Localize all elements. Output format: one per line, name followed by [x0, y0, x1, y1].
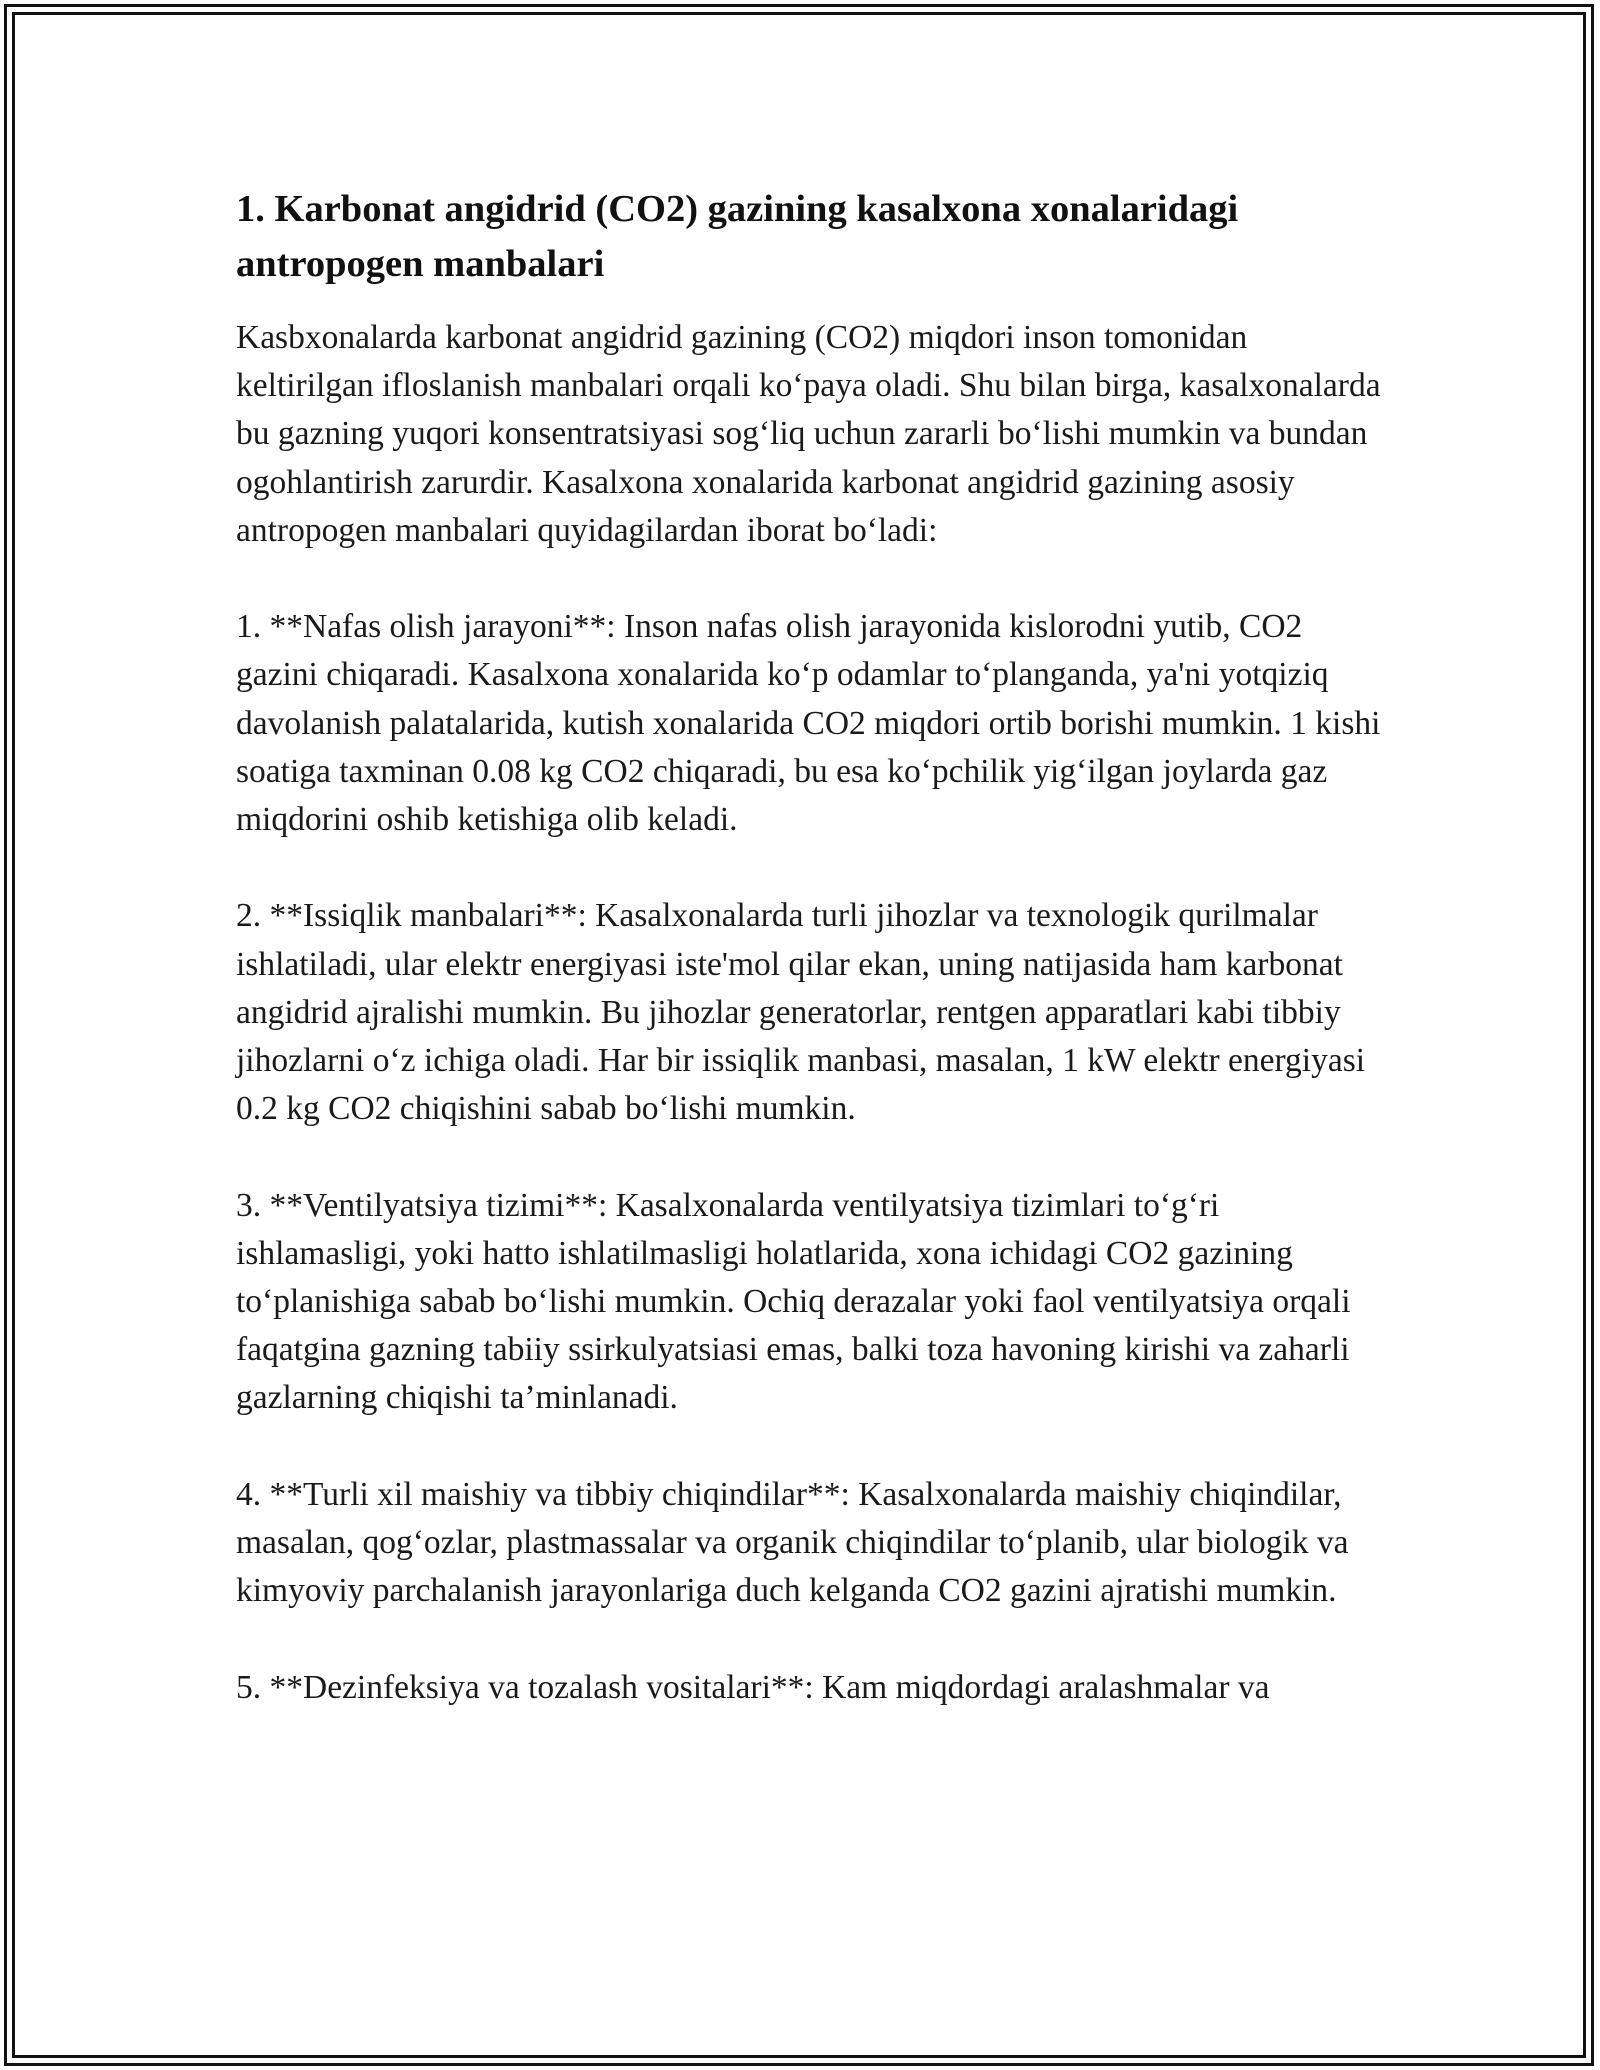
intro-paragraph: Kasbxonalarda karbonat angidrid gazining (CO2) miqdori inson tomonidan keltirilgan ifloslanish manbalari orqali ko‘paya oladi. Shu bilan birga, kasalxonalarda bu gazning yuqori konsentratsiyasi sog‘liq uchun zararli bo‘lishi mumkin va bundan ogohlantirish zarurdir. Kasalxona xonalarida karbonat angidrid gazining asosiy antropogen manbalari quyidagilardan iborat bo‘ladi:	[236, 319, 1381, 549]
list-item-heat-sources: 2. **Issiqlik manbalari**: Kasalxonalarda turli jihozlar va texnologik qurilmalar ishlatiladi, ular elektr energiyasi iste'mol qilar ekan, uning natijasida ham karbonat angidrid ajralishi mumkin. Bu jihozlar generatorlar, rentgen apparatlari kabi tibbiy jihozlarni o‘z ichiga oladi. Har bir issiqlik manbasi, masalan, 1 kW elektr energiyasi 0.2 kg CO2 chiqishini sabab bo‘lishi mumkin.	[236, 897, 1366, 1128]
list-item-ventilation: 3. **Ventilyatsiya tizimi**: Kasalxonalarda ventilyatsiya tizimlari to‘g‘ri ishlamasligi, yoki hatto ishlatilmasligi holatlarida, xona ichidagi CO2 gazining to‘planishiga sabab bo‘lishi mumkin. Ochiq derazalar yoki faol ventilyatsiya orqali faqatgina gazning tabiiy ssirkulyatsiasi emas, balki toza havoning kirishi va zaharli gazlarning chiqishi ta’minlanadi.	[236, 1186, 1351, 1417]
list-item-waste: 4. **Turli xil maishiy va tibbiy chiqindilar**: Kasalxonalarda maishiy chiqindilar, masalan, qog‘ozlar, plastmassalar va organik chiqindilar to‘planib, ular biologik va kimyoviy parchalanish jarayonlariga duch kelganda CO2 gazini ajratishi mumkin.	[236, 1475, 1349, 1610]
document-heading: 1. Karbonat angidrid (CO2) gazining kasalxona xonalaridagi antropogen manbalari	[236, 188, 1239, 285]
list-item-disinfection: 5. **Dezinfeksiya va tozalash vositalari**: Kam miqdordagi aralashmalar va	[236, 1668, 1270, 1706]
list-item-breathing: 1. **Nafas olish jarayoni**: Inson nafas olish jarayonida kislorodni yutib, CO2 gazini chiqaradi. Kasalxona xonalarida ko‘p odamlar to‘planganda, ya'ni yotqiziq davolanish palatalarida, kutish xonalarida CO2 miqdori ortib borishi mumkin. 1 kishi soatiga taxminan 0.08 kg CO2 chiqaradi, bu esa ko‘pchilik yig‘ilgan joylarda gaz miqdorini oshib ketishiga olib keladi.	[236, 608, 1381, 839]
document-body	[236, 182, 1386, 1712]
